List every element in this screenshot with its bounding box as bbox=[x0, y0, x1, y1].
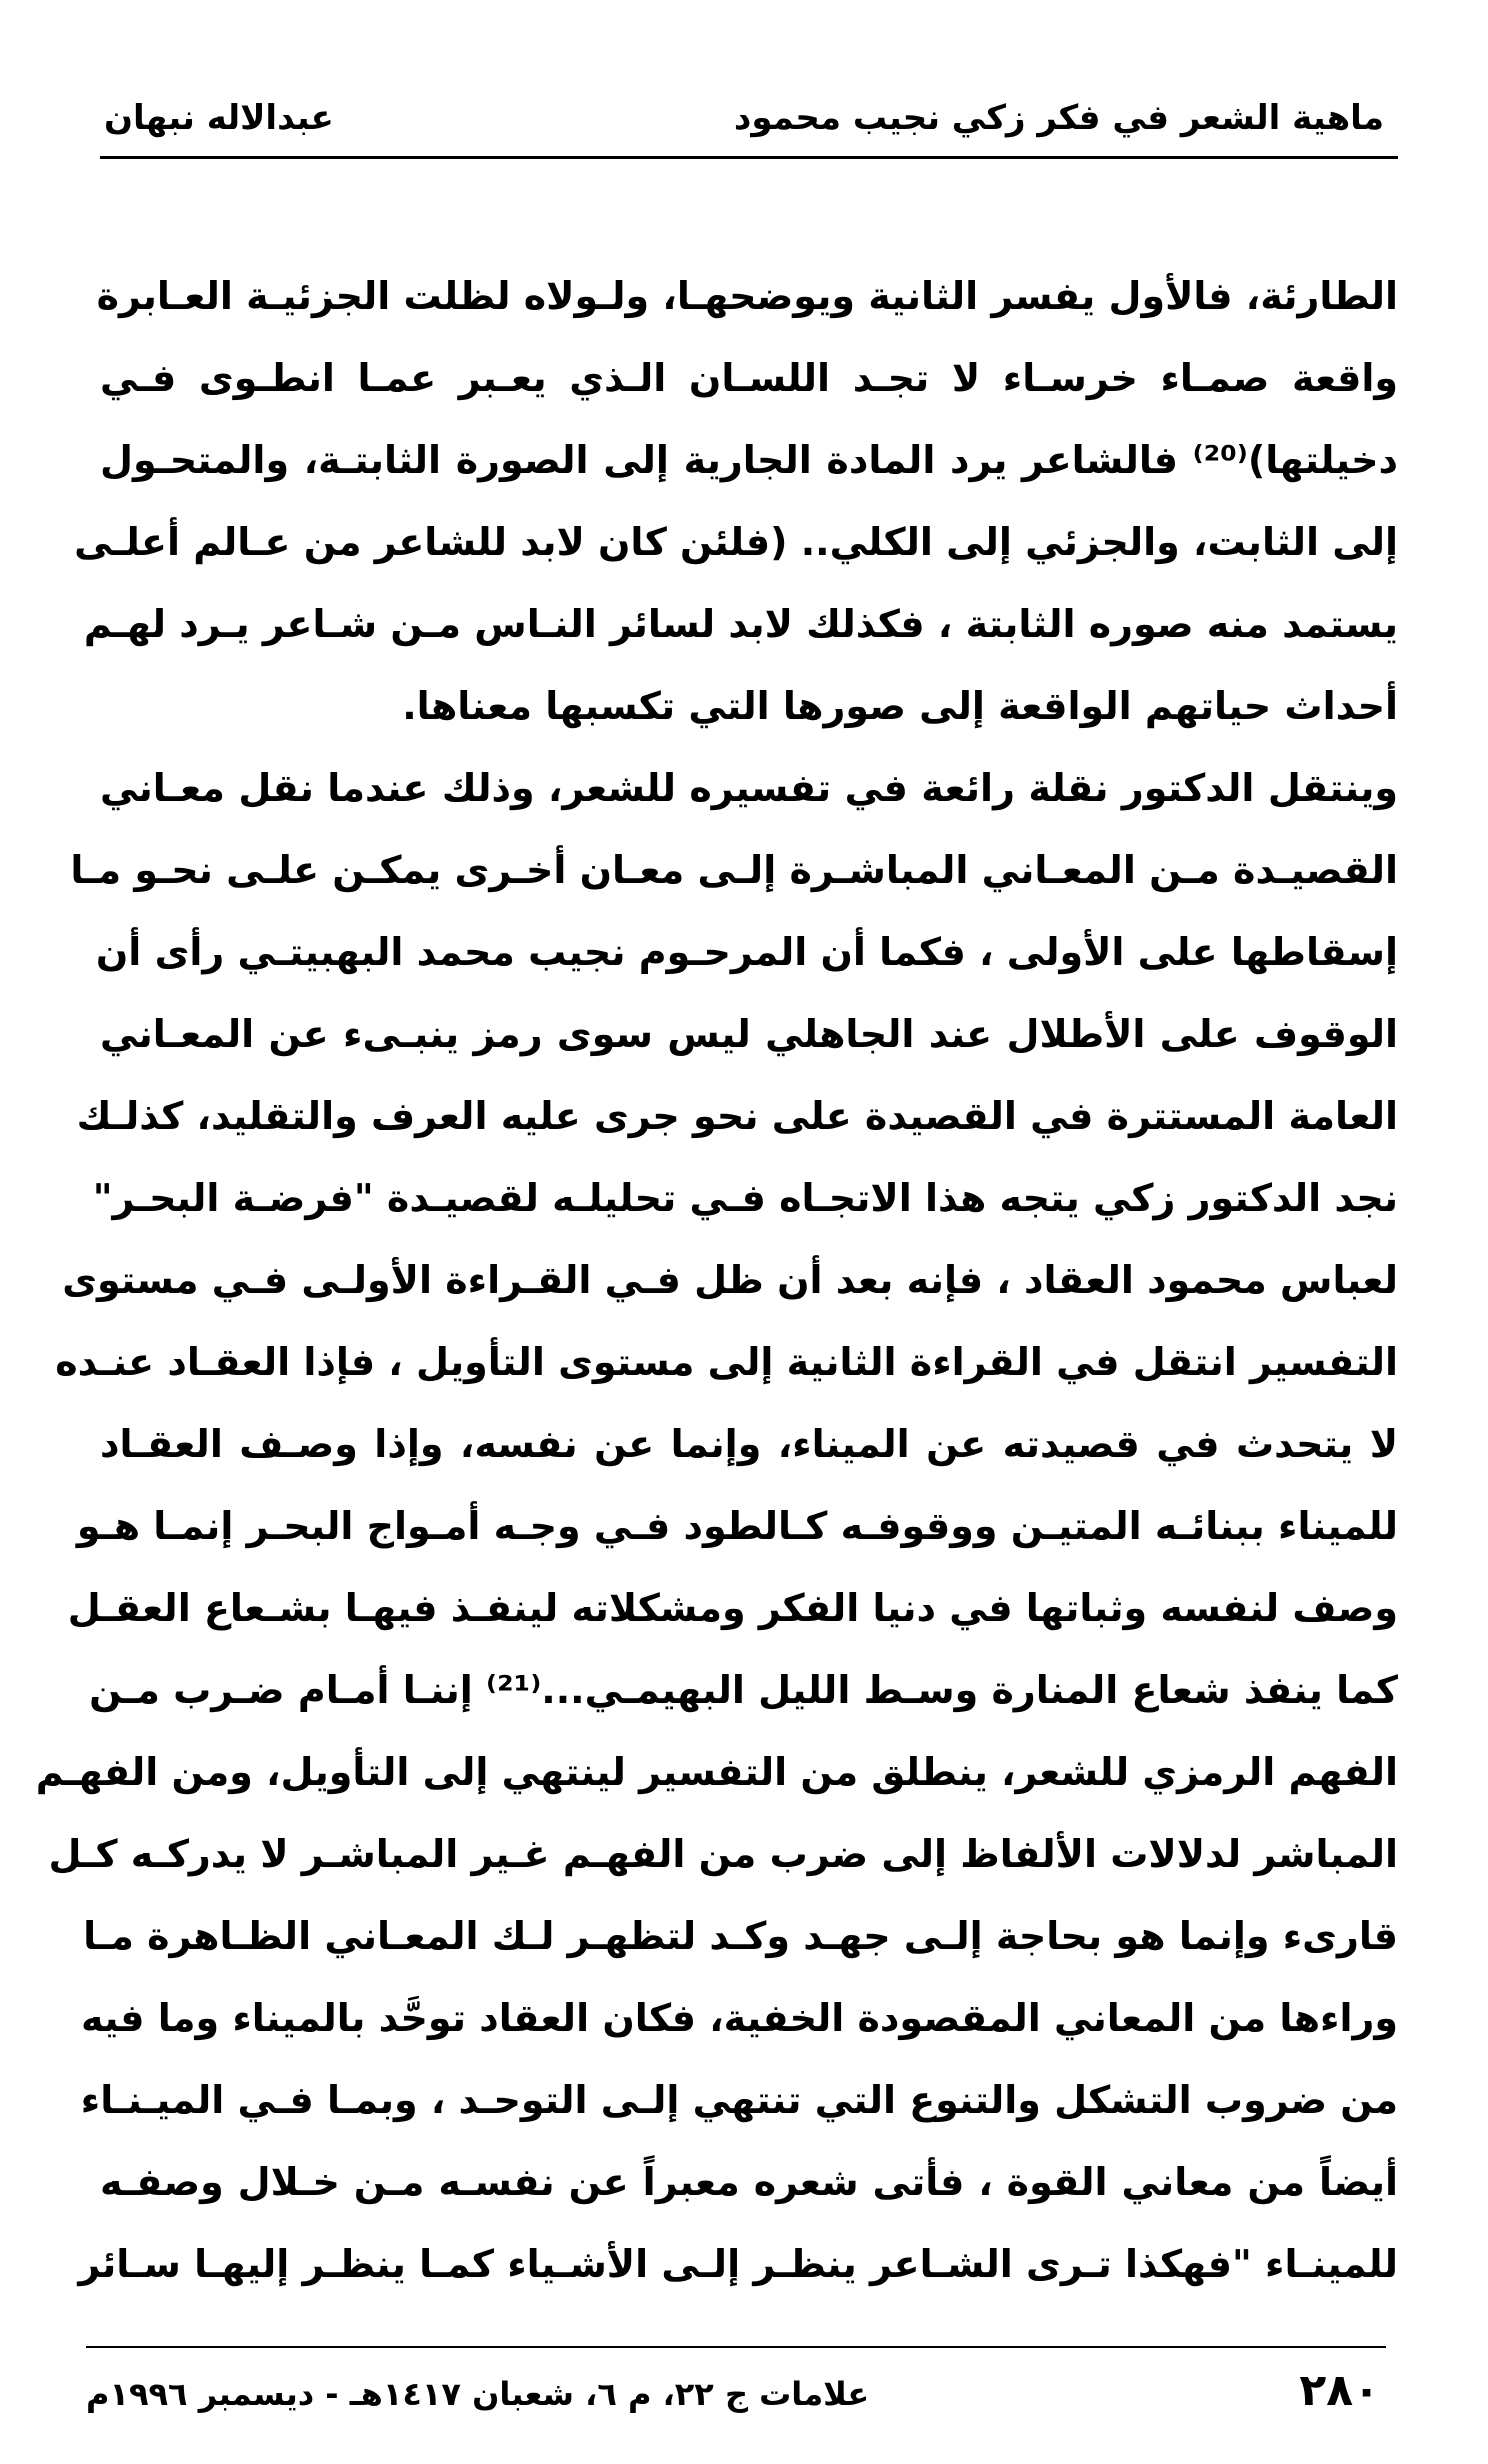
text-line: التفسير انتقل في القراءة الثانية إلى مستوى التأويل ، فإذا العقـاد عنـده bbox=[55, 1340, 1398, 1384]
text-line: يستمد منه صوره الثابتة ، فكذلك لابد لسائر النـاس مـن شـاعر يـرد لهـم bbox=[83, 602, 1398, 646]
text-line: لعباس محمود العقاد ، فإنه بعد أن ظل فـي القـراءة الأولـى فـي مستوى bbox=[62, 1258, 1398, 1302]
footer-rule bbox=[86, 2346, 1386, 2348]
text-line: واقعة صمـاء خرسـاء لا تجـد اللسـان الـذي يعـبر عمـا انطـوى فـي bbox=[100, 356, 1398, 400]
header-rule bbox=[100, 156, 1398, 159]
text-line: الطارئة، فالأول يفسر الثانية ويوضحهـا، ولـولاه لظلت الجزئيـة العـابرة bbox=[96, 274, 1398, 318]
text-line: إسقاطها على الأولى ، فكما أن المرحـوم نجيب محمد البهبيتـي رأى أن bbox=[95, 930, 1398, 974]
text-line: للمينـاء "فهكذا تـرى الشـاعر ينظـر إلـى الأشـياء كمـا ينظـر إليهـا سـائر bbox=[78, 2242, 1398, 2286]
text-line: من ضروب التشكل والتنوع التي تنتهي إلـى التوحـد ، وبمـا فـي الميـنـاء bbox=[80, 2078, 1398, 2122]
text-line: قارىء وإنما هو بحاجة إلـى جهـد وكـد لتظهـر لـك المعـاني الظـاهرة مـا bbox=[83, 1914, 1398, 1958]
page-number: ٢٨٠ bbox=[1299, 2365, 1380, 2416]
running-author: عبدالاله نبهان bbox=[104, 98, 334, 138]
text-line: إلى الثابت، والجزئي إلى الكلي.. (فلئن كان لابد للشاعر من عـالم أعلـى bbox=[74, 520, 1398, 564]
text-line: للميناء ببنائـه المتيـن ووقوفـه كـالطود فـي وجـه أمـواج البحـر إنمـا هـو bbox=[76, 1504, 1398, 1548]
text-line: لا يتحدث في قصيدته عن الميناء، وإنما عن نفسه، وإذا وصـف العقـاد bbox=[100, 1422, 1398, 1466]
text-line: وراءها من المعاني المقصودة الخفية، فكان العقاد توحَّد بالميناء وما فيه bbox=[81, 1996, 1398, 2040]
text-line: الفهم الرمزي للشعر، ينطلق من التفسير لينتهي إلى التأويل، ومن الفهـم bbox=[35, 1750, 1398, 1794]
text-line: أحداث حياتهم الواقعة إلى صورها التي تكسبها معناها. bbox=[402, 684, 1398, 728]
text-line: الوقوف على الأطلال عند الجاهلي ليس سوى رمز ينبـىء عن المعـاني bbox=[100, 1012, 1398, 1056]
text-line: وصف لنفسه وثباتها في دنيا الفكر ومشكلاته لينفـذ فيهـا بشـعاع العقـل bbox=[67, 1586, 1398, 1630]
text-line: العامة المستترة في القصيدة على نحو جرى عليه العرف والتقليد، كذلـك bbox=[76, 1094, 1398, 1138]
running-title: ماهية الشعر في فكر زكي نجيب محمود bbox=[733, 98, 1384, 138]
text-line: أيضاً من معاني القوة ، فأتى شعره معبراً عن نفسـه مـن خـلال وصفـه bbox=[100, 2160, 1398, 2204]
body-text bbox=[35, 255, 1398, 2305]
text-line: المباشر لدلالات الألفاظ إلى ضرب من الفهـم غـير المباشـر لا يدركـه كـل bbox=[48, 1832, 1398, 1876]
text-line: كما ينفذ شعاع المنارة وسـط الليل البهيمـي...⁽²¹⁾ إننـا أمـام ضـرب مـن bbox=[89, 1668, 1398, 1712]
text-line: نجد الدكتور زكي يتجه هذا الاتجـاه فـي تحليلـه لقصيـدة "فرضـة البحـر" bbox=[92, 1176, 1398, 1220]
journal-citation: علامات ج ٢٢، م ٦، شعبان ١٤١٧هـ - ديسمبر ١٩٩٦م bbox=[86, 2375, 870, 2413]
text-line: وينتقل الدكتور نقلة رائعة في تفسيره للشعر، وذلك عندما نقل معـاني bbox=[100, 766, 1398, 810]
text-line: دخيلتها)⁽²⁰⁾ فالشاعر يرد المادة الجارية إلى الصورة الثابتـة، والمتحـول bbox=[100, 438, 1398, 482]
text-line: القصيـدة مـن المعـاني المباشـرة إلـى معـان أخـرى يمكـن علـى نحـو مـا bbox=[70, 848, 1398, 892]
